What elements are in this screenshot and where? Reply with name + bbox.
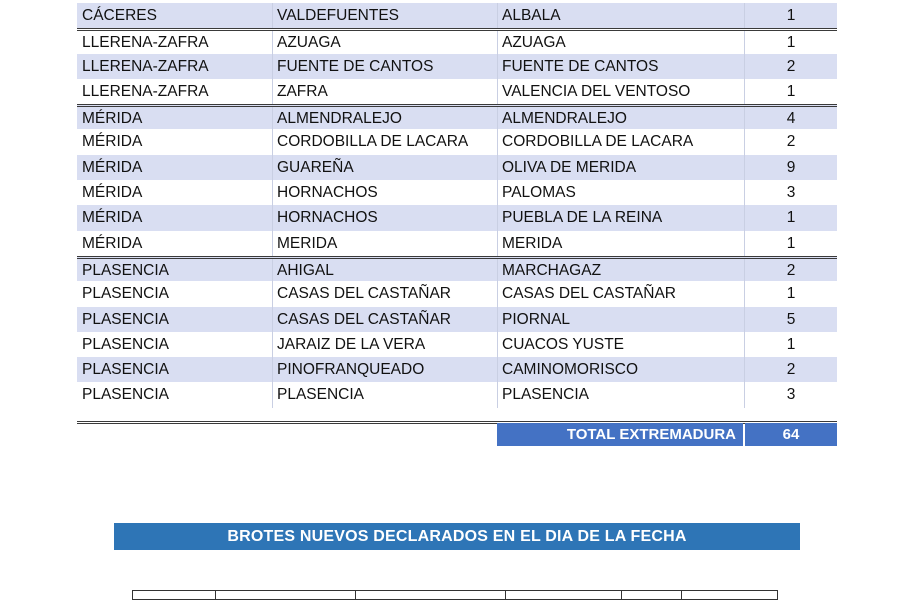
- municipio-cell: JARAIZ DE LA VERA: [277, 335, 426, 353]
- column-divider: [744, 155, 745, 180]
- table-row: [77, 28, 837, 53]
- municipio-cell: VALDEFUENTES: [277, 7, 400, 24]
- column-divider: [497, 107, 498, 129]
- outbreaks-table: [77, 3, 837, 408]
- column-divider: [497, 357, 498, 382]
- total-label: TOTAL EXTREMADURA: [497, 423, 743, 446]
- localidad-cell: PUEBLA DE LA REINA: [502, 209, 663, 227]
- localidad-cell: FUENTE DE CANTOS: [502, 57, 659, 75]
- municipio-cell: HORNACHOS: [277, 184, 378, 202]
- brotes-cell: 3: [786, 184, 796, 202]
- new-outbreaks-table-header: [132, 590, 778, 600]
- table-row: [77, 180, 837, 205]
- column-divider: [744, 357, 745, 382]
- column-divider: [272, 357, 273, 382]
- municipio-cell: GUAREÑA: [277, 158, 354, 176]
- column-divider: [272, 155, 273, 180]
- localidad-cell: OLIVA DE MERIDA: [502, 158, 637, 176]
- table-row: [77, 205, 837, 230]
- column-divider: [744, 281, 745, 306]
- municipio-cell: CASAS DEL CASTAÑAR: [277, 310, 451, 328]
- table-row: [77, 129, 837, 154]
- column-divider: [497, 307, 498, 332]
- brotes-cell: 1: [786, 82, 796, 100]
- localidad-cell: VALENCIA DEL VENTOSO: [502, 82, 691, 100]
- table-row: [77, 256, 837, 281]
- column-divider: [744, 259, 745, 281]
- total-value: 64: [745, 423, 837, 446]
- column-divider: [497, 79, 498, 104]
- brotes-cell: 9: [786, 158, 796, 176]
- area-cell: MÉRIDA: [82, 234, 143, 252]
- column-divider: [744, 107, 745, 129]
- table-row: [77, 155, 837, 180]
- brotes-cell: 3: [786, 386, 796, 404]
- area-cell: MÉRIDA: [82, 133, 143, 151]
- area-cell: MÉRIDA: [82, 209, 143, 227]
- localidad-cell: PALOMAS: [502, 184, 576, 202]
- column-divider: [272, 307, 273, 332]
- brotes-cell: 1: [786, 7, 796, 24]
- area-cell: PLASENCIA: [82, 361, 170, 379]
- area-cell: CÁCERES: [82, 7, 157, 24]
- column-divider: [272, 107, 273, 129]
- brotes-cell: 2: [786, 261, 796, 279]
- column-divider: [497, 31, 498, 53]
- column-divider: [744, 129, 745, 154]
- municipio-cell: ALMENDRALEJO: [277, 110, 402, 128]
- column-divider: [744, 79, 745, 104]
- brotes-cell: 1: [786, 34, 796, 52]
- brotes-cell: 2: [786, 361, 796, 379]
- column-divider: [272, 205, 273, 230]
- column-divider: [497, 180, 498, 205]
- column-divider: [497, 155, 498, 180]
- column-divider: [497, 205, 498, 230]
- column-divider: [272, 332, 273, 357]
- table-row: [77, 79, 837, 104]
- column-divider: [744, 231, 745, 256]
- area-cell: MÉRIDA: [82, 110, 143, 128]
- column-divider: [497, 259, 498, 281]
- municipio-cell: AZUAGA: [277, 34, 341, 52]
- column-divider: [272, 231, 273, 256]
- brotes-cell: 2: [786, 57, 796, 75]
- column-divider: [744, 31, 745, 53]
- area-cell: PLASENCIA: [82, 335, 170, 353]
- column-divider: [497, 3, 498, 28]
- area-cell: PLASENCIA: [82, 261, 170, 279]
- table-row: [77, 357, 837, 382]
- column-divider: [744, 54, 745, 79]
- localidad-cell: CORDOBILLA DE LACARA: [502, 133, 694, 151]
- municipio-cell: HORNACHOS: [277, 209, 378, 227]
- localidad-cell: CUACOS YUSTE: [502, 335, 625, 353]
- column-divider: [272, 281, 273, 306]
- column-divider: [272, 180, 273, 205]
- column-divider: [744, 382, 745, 407]
- area-cell: MÉRIDA: [82, 158, 143, 176]
- area-cell: PLASENCIA: [82, 310, 170, 328]
- area-cell: LLERENA-ZAFRA: [82, 82, 209, 100]
- column-divider: [497, 129, 498, 154]
- column-divider: [744, 3, 745, 28]
- table-row: [77, 307, 837, 332]
- brotes-cell: 2: [786, 133, 796, 151]
- brotes-cell: 1: [786, 335, 796, 353]
- table-row: [77, 382, 837, 407]
- column-divider: [744, 205, 745, 230]
- area-cell: PLASENCIA: [82, 285, 170, 303]
- column-divider: [272, 382, 273, 407]
- localidad-cell: AZUAGA: [502, 34, 566, 52]
- brotes-cell: 1: [786, 234, 796, 252]
- column-divider: [272, 129, 273, 154]
- localidad-cell: CAMINOMORISCO: [502, 361, 639, 379]
- brotes-cell: 1: [786, 285, 796, 303]
- column-divider: [272, 259, 273, 281]
- municipio-cell: ZAFRA: [277, 82, 328, 100]
- localidad-cell: PLASENCIA: [502, 386, 590, 404]
- column-divider: [497, 281, 498, 306]
- municipio-cell: AHIGAL: [277, 261, 334, 279]
- municipio-cell: CASAS DEL CASTAÑAR: [277, 285, 451, 303]
- table-row: [77, 231, 837, 256]
- localidad-cell: ALBALA: [502, 7, 561, 24]
- brotes-cell: 1: [786, 209, 796, 227]
- area-cell: MÉRIDA: [82, 184, 143, 202]
- new-outbreaks-banner: BROTES NUEVOS DECLARADOS EN EL DIA DE LA FECHA: [114, 523, 800, 550]
- localidad-cell: MARCHAGAZ: [502, 261, 602, 279]
- column-divider: [744, 307, 745, 332]
- column-divider: [272, 54, 273, 79]
- table-row: [77, 3, 837, 28]
- municipio-cell: PINOFRANQUEADO: [277, 361, 425, 379]
- area-cell: LLERENA-ZAFRA: [82, 34, 209, 52]
- municipio-cell: PLASENCIA: [277, 386, 365, 404]
- column-divider: [497, 231, 498, 256]
- localidad-cell: MERIDA: [502, 234, 563, 252]
- column-divider: [272, 3, 273, 28]
- brotes-cell: 5: [786, 310, 796, 328]
- table-row: [77, 54, 837, 79]
- brotes-cell: 4: [786, 110, 796, 128]
- column-divider: [272, 79, 273, 104]
- table-row: [77, 332, 837, 357]
- column-divider: [497, 54, 498, 79]
- localidad-cell: ALMENDRALEJO: [502, 110, 627, 128]
- area-cell: PLASENCIA: [82, 386, 170, 404]
- table-row: [77, 104, 837, 129]
- column-divider: [497, 382, 498, 407]
- municipio-cell: FUENTE DE CANTOS: [277, 57, 434, 75]
- localidad-cell: PIORNAL: [502, 310, 571, 328]
- column-divider: [744, 332, 745, 357]
- municipio-cell: MERIDA: [277, 234, 338, 252]
- column-divider: [497, 332, 498, 357]
- area-cell: LLERENA-ZAFRA: [82, 57, 209, 75]
- table-row: [77, 281, 837, 306]
- column-divider: [272, 31, 273, 53]
- column-divider: [744, 180, 745, 205]
- localidad-cell: CASAS DEL CASTAÑAR: [502, 285, 676, 303]
- municipio-cell: CORDOBILLA DE LACARA: [277, 133, 469, 151]
